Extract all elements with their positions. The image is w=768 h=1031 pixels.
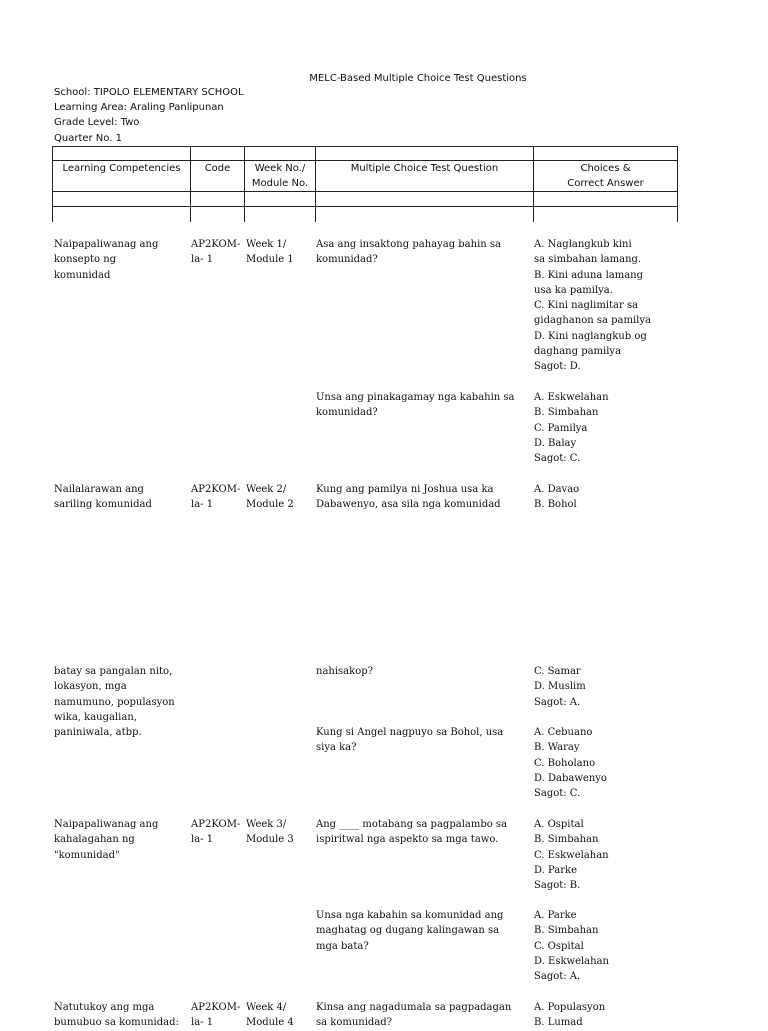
competency-cell: Naipapaliwanag ang kahalagahan ng "komunidad" xyxy=(54,819,159,861)
header-week-2: Module No. xyxy=(251,178,309,189)
question-cell: Unsa nga kabahin sa komunidad ang maghatag og dugang kalingawan sa mga bata? xyxy=(316,910,504,952)
week-cell: Week 3/ Module 3 xyxy=(246,819,294,846)
learning-area-line: Learning Area: Araling Panlipunan xyxy=(54,102,224,113)
question-cell: nahisakop? xyxy=(316,666,373,677)
code-cell: AP2KOM- la- 1 xyxy=(191,819,241,846)
school-line: School: TIPOLO ELEMENTARY SCHOOL xyxy=(54,87,244,98)
competency-cell: Naipapaliwanag ang konsepto ng komunidad xyxy=(54,239,159,281)
choices-cell: A. Ospital B. Simbahan C. Eskwelahan D. Parke Sagot: B. xyxy=(534,819,609,892)
week-cell: Week 2/ Module 2 xyxy=(246,484,294,511)
choices-cell: A. Naglangkub kini sa simbahan lamang. B. Kini aduna lamang usa ka pamilya. C. Kini naglimitar sa gidaghanon sa pamilya D. Kini naglangkub og daghang pamilya Sagot: D. xyxy=(534,239,651,373)
question-cell: Ang ____ motabang sa pagpalambo sa ispiritwal nga aspekto sa mga tawo. xyxy=(316,819,508,846)
header-choices-2: Correct Answer xyxy=(567,178,644,189)
question-cell: Kung ang pamilya ni Joshua usa ka Dabawenyo, asa sila nga komunidad xyxy=(316,484,501,511)
header-choices-1: Choices & xyxy=(580,163,631,174)
header-week-1: Week No./ xyxy=(254,163,306,174)
choices-cell: A. Cebuano B. Waray C. Boholano D. Dabawenyo Sagot: C. xyxy=(534,727,607,800)
question-cell: Kinsa ang nagadumala sa pagpadagan sa komunidad? xyxy=(316,1002,512,1029)
table-rule xyxy=(52,206,678,207)
competency-cell: Natutukoy ang mga bumubuo sa komunidad: xyxy=(54,1002,179,1029)
grade-level-line: Grade Level: Two xyxy=(54,117,140,128)
table-rule xyxy=(315,146,316,222)
choices-cell: A. Davao B. Bohol xyxy=(534,484,580,511)
table-rule xyxy=(52,146,53,222)
code-cell: AP2KOM- la- 1 xyxy=(191,239,241,266)
choices-cell: A. Parke B. Simbahan C. Ospital D. Eskwelahan Sagot: A. xyxy=(534,910,609,983)
week-cell: Week 1/ Module 1 xyxy=(246,239,294,266)
competency-cell: Nailalarawan ang sariling komunidad xyxy=(54,484,152,511)
choices-cell: A. Populasyon B. Lumad xyxy=(534,1002,606,1029)
choices-cell: A. Eskwelahan B. Simbahan C. Pamilya D. Balay Sagot: C. xyxy=(534,392,609,465)
question-cell: Unsa ang pinakagamay nga kabahin sa komunidad? xyxy=(316,392,515,419)
table-rule xyxy=(677,146,678,222)
quarter-line: Quarter No. 1 xyxy=(54,133,122,144)
choices-cell: C. Samar D. Muslim Sagot: A. xyxy=(534,666,586,708)
document-title: MELC-Based Multiple Choice Test Questions xyxy=(309,73,527,84)
code-cell: AP2KOM- la- 1 xyxy=(191,1002,241,1029)
question-cell: Kung si Angel nagpuyo sa Bohol, usa siya ka? xyxy=(316,727,504,754)
week-cell: Week 4/ Module 4 xyxy=(246,1002,294,1029)
table-rule xyxy=(52,146,678,147)
table-rule xyxy=(52,191,678,192)
table-rule xyxy=(190,146,191,222)
header-code: Code xyxy=(204,163,231,174)
header-question: Multiple Choice Test Question xyxy=(350,163,499,174)
competency-cell: batay sa pangalan nito, lokasyon, mga namumuno, populasyon wika, kaugalian, paniniwala, atbp. xyxy=(54,666,175,739)
question-cell: Asa ang insaktong pahayag bahin sa komunidad? xyxy=(316,239,501,266)
code-cell: AP2KOM- la- 1 xyxy=(191,484,241,511)
header-competencies: Learning Competencies xyxy=(62,163,181,174)
